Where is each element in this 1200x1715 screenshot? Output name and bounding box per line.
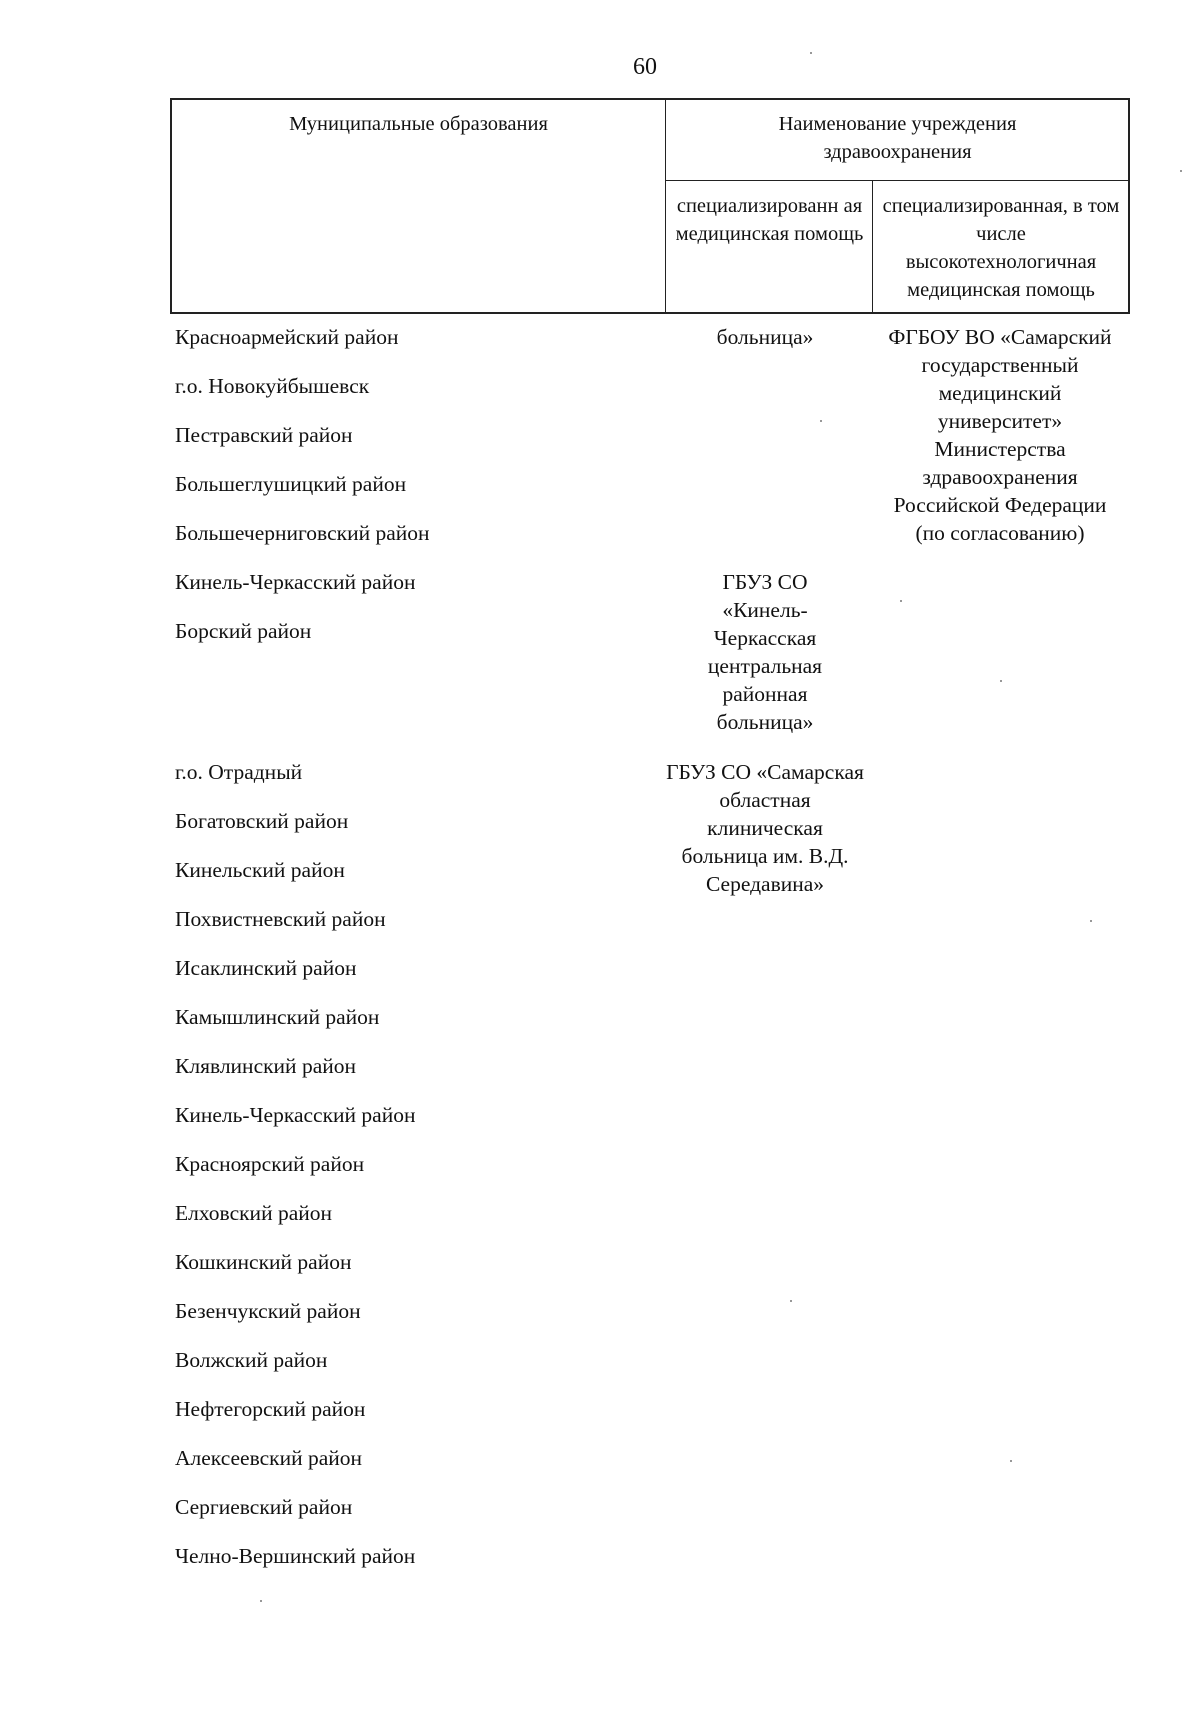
municipality-row: Сергиевский район (175, 1495, 353, 1519)
municipality-row: Елховский район (175, 1201, 332, 1225)
municipality-row: Исаклинский район (175, 956, 357, 980)
header-high-tech: специализированная, в том числе высокотехнологичная медицинская помощь (882, 195, 1120, 301)
municipality-row: Безенчукский район (175, 1299, 361, 1323)
header-municipalities: Муниципальные образования (289, 113, 548, 135)
municipality-row: Большечерниговский район (175, 521, 430, 545)
header-divider (872, 180, 873, 312)
scan-speck (260, 1600, 262, 1602)
scan-speck (810, 52, 812, 54)
header-divider (665, 180, 1128, 181)
scan-speck (1010, 1460, 1012, 1462)
header-institution: Наименование учреждения здравоохранения (778, 113, 1017, 163)
table-header (170, 98, 1130, 314)
municipality-row: Борский район (175, 619, 312, 643)
municipality-row: Похвистневский район (175, 907, 386, 931)
header-specialized: специализированн ая медицинская помощь (675, 195, 864, 245)
municipality-row: Пестравский район (175, 423, 353, 447)
high-tech-institution: ФГБОУ ВО «Самарский государственный медицинский университет» Министерства здравоохранения Российской Федерации (по согласованию) (888, 325, 1112, 545)
municipality-row: Кошкинский район (175, 1250, 352, 1274)
municipality-row: Клявлинский район (175, 1054, 356, 1078)
municipality-row: Кинель-Черкасский район (175, 1103, 416, 1127)
scan-speck (820, 420, 822, 422)
municipality-row: г.о. Новокуйбышевск (175, 374, 370, 398)
municipality-row: Камышлинский район (175, 1005, 380, 1029)
municipality-row: Богатовский район (175, 809, 349, 833)
municipality-row: Алексеевский район (175, 1446, 363, 1470)
specialized-institution: больница» (716, 325, 814, 349)
municipality-row: Волжский район (175, 1348, 328, 1372)
municipality-row: Большеглушицкий район (175, 472, 407, 496)
header-divider (665, 100, 666, 312)
scan-speck (1090, 920, 1092, 922)
municipality-row: Кинельский район (175, 858, 345, 882)
scan-speck (1180, 170, 1182, 172)
specialized-institution: ГБУЗ СО «Кинель-Черкасская центральная районная больница» (707, 570, 823, 734)
scan-speck (1000, 680, 1002, 682)
scan-speck (790, 1300, 792, 1302)
municipality-row: Красноармейский район (175, 325, 399, 349)
scan-speck (900, 600, 902, 602)
municipality-row: Красноярский район (175, 1152, 365, 1176)
municipality-row: Кинель-Черкасский район (175, 570, 416, 594)
municipality-row: г.о. Отрадный (175, 760, 303, 784)
specialized-institution: ГБУЗ СО «Самарская областная клиническая больница им. В.Д. Середавина» (666, 760, 864, 896)
page-number: 60 (633, 54, 657, 80)
municipality-row: Челно-Вершинский район (175, 1544, 416, 1568)
municipality-row: Нефтегорский район (175, 1397, 366, 1421)
